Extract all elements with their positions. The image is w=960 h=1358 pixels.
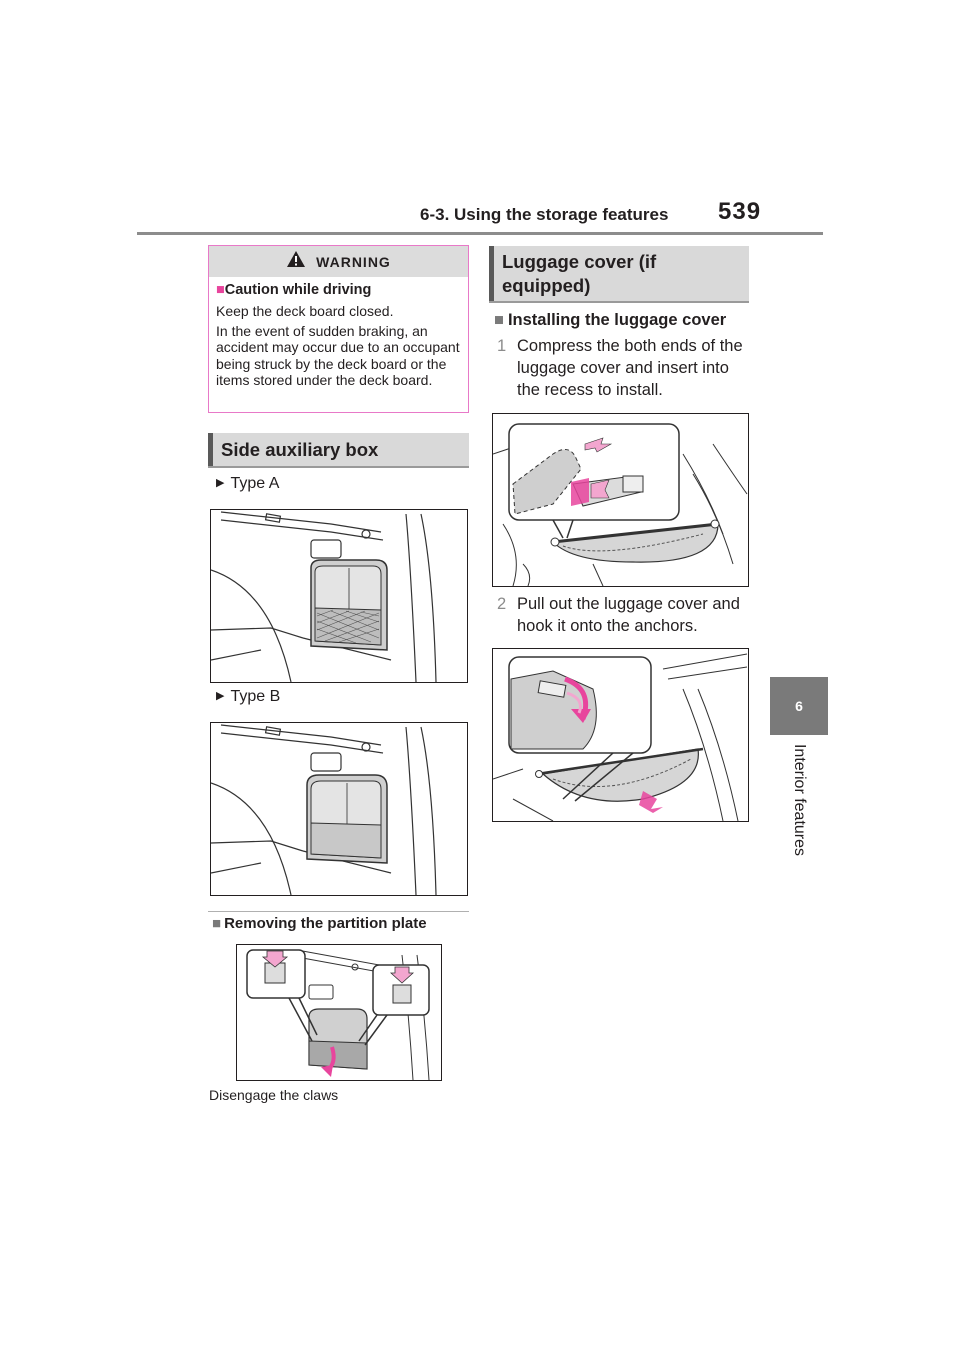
warning-icon	[286, 250, 306, 273]
type-a-label: ▶ Type A	[216, 475, 280, 492]
warning-label: WARNING	[316, 253, 391, 270]
figure-removing-partition	[236, 944, 442, 1081]
warning-paragraph: In the event of sudden braking, an accident may occur due to an occupant being struck by the deck board or the items stored under the deck board.	[216, 322, 460, 388]
chapter-label: Interior features	[791, 743, 808, 857]
square-bullet-icon: ■	[494, 311, 504, 329]
square-bullet-icon: ■	[212, 915, 222, 932]
figure-install-luggage-cover	[492, 413, 749, 587]
step-number: 2	[497, 595, 507, 613]
heading-rule	[208, 466, 469, 468]
warning-text	[216, 303, 466, 392]
figure-hook-luggage-cover	[492, 648, 749, 822]
step-number: 1	[497, 337, 507, 355]
step-text: Compress the both ends of the luggage cover and insert into the recess to install.	[517, 337, 743, 399]
warning-box	[208, 245, 469, 413]
step-2	[497, 593, 742, 641]
figure-type-a	[210, 509, 468, 683]
warning-subtitle: ■Caution while driving	[216, 282, 372, 298]
section-heading-luggage-cover: Luggage cover (if equipped)	[489, 246, 749, 302]
heading-rule	[489, 301, 749, 303]
section-heading-side-auxiliary-box: Side auxiliary box	[208, 433, 469, 467]
triangle-bullet-icon: ▶	[216, 477, 225, 489]
square-bullet-icon: ■	[216, 282, 225, 298]
step-1	[497, 335, 742, 405]
warning-paragraph: Keep the deck board closed.	[216, 303, 394, 319]
figure-type-b	[210, 722, 468, 896]
triangle-bullet-icon: ▶	[216, 690, 225, 702]
warning-header	[209, 246, 468, 277]
chapter-tab: 6	[770, 677, 828, 735]
type-b-label: ▶ Type B	[216, 688, 281, 705]
header-title: 6-3. Using the storage features	[420, 205, 669, 224]
removing-partition-title: ■ Removing the partition plate	[212, 915, 427, 932]
figure-caption: Disengage the claws	[209, 1087, 339, 1103]
installing-luggage-cover-title: ■ Installing the luggage cover	[494, 311, 727, 329]
header-rule	[137, 232, 823, 235]
page-number: 539	[718, 198, 762, 225]
step-text: Pull out the luggage cover and hook it onto the anchors.	[517, 595, 740, 635]
section-divider	[208, 911, 469, 912]
